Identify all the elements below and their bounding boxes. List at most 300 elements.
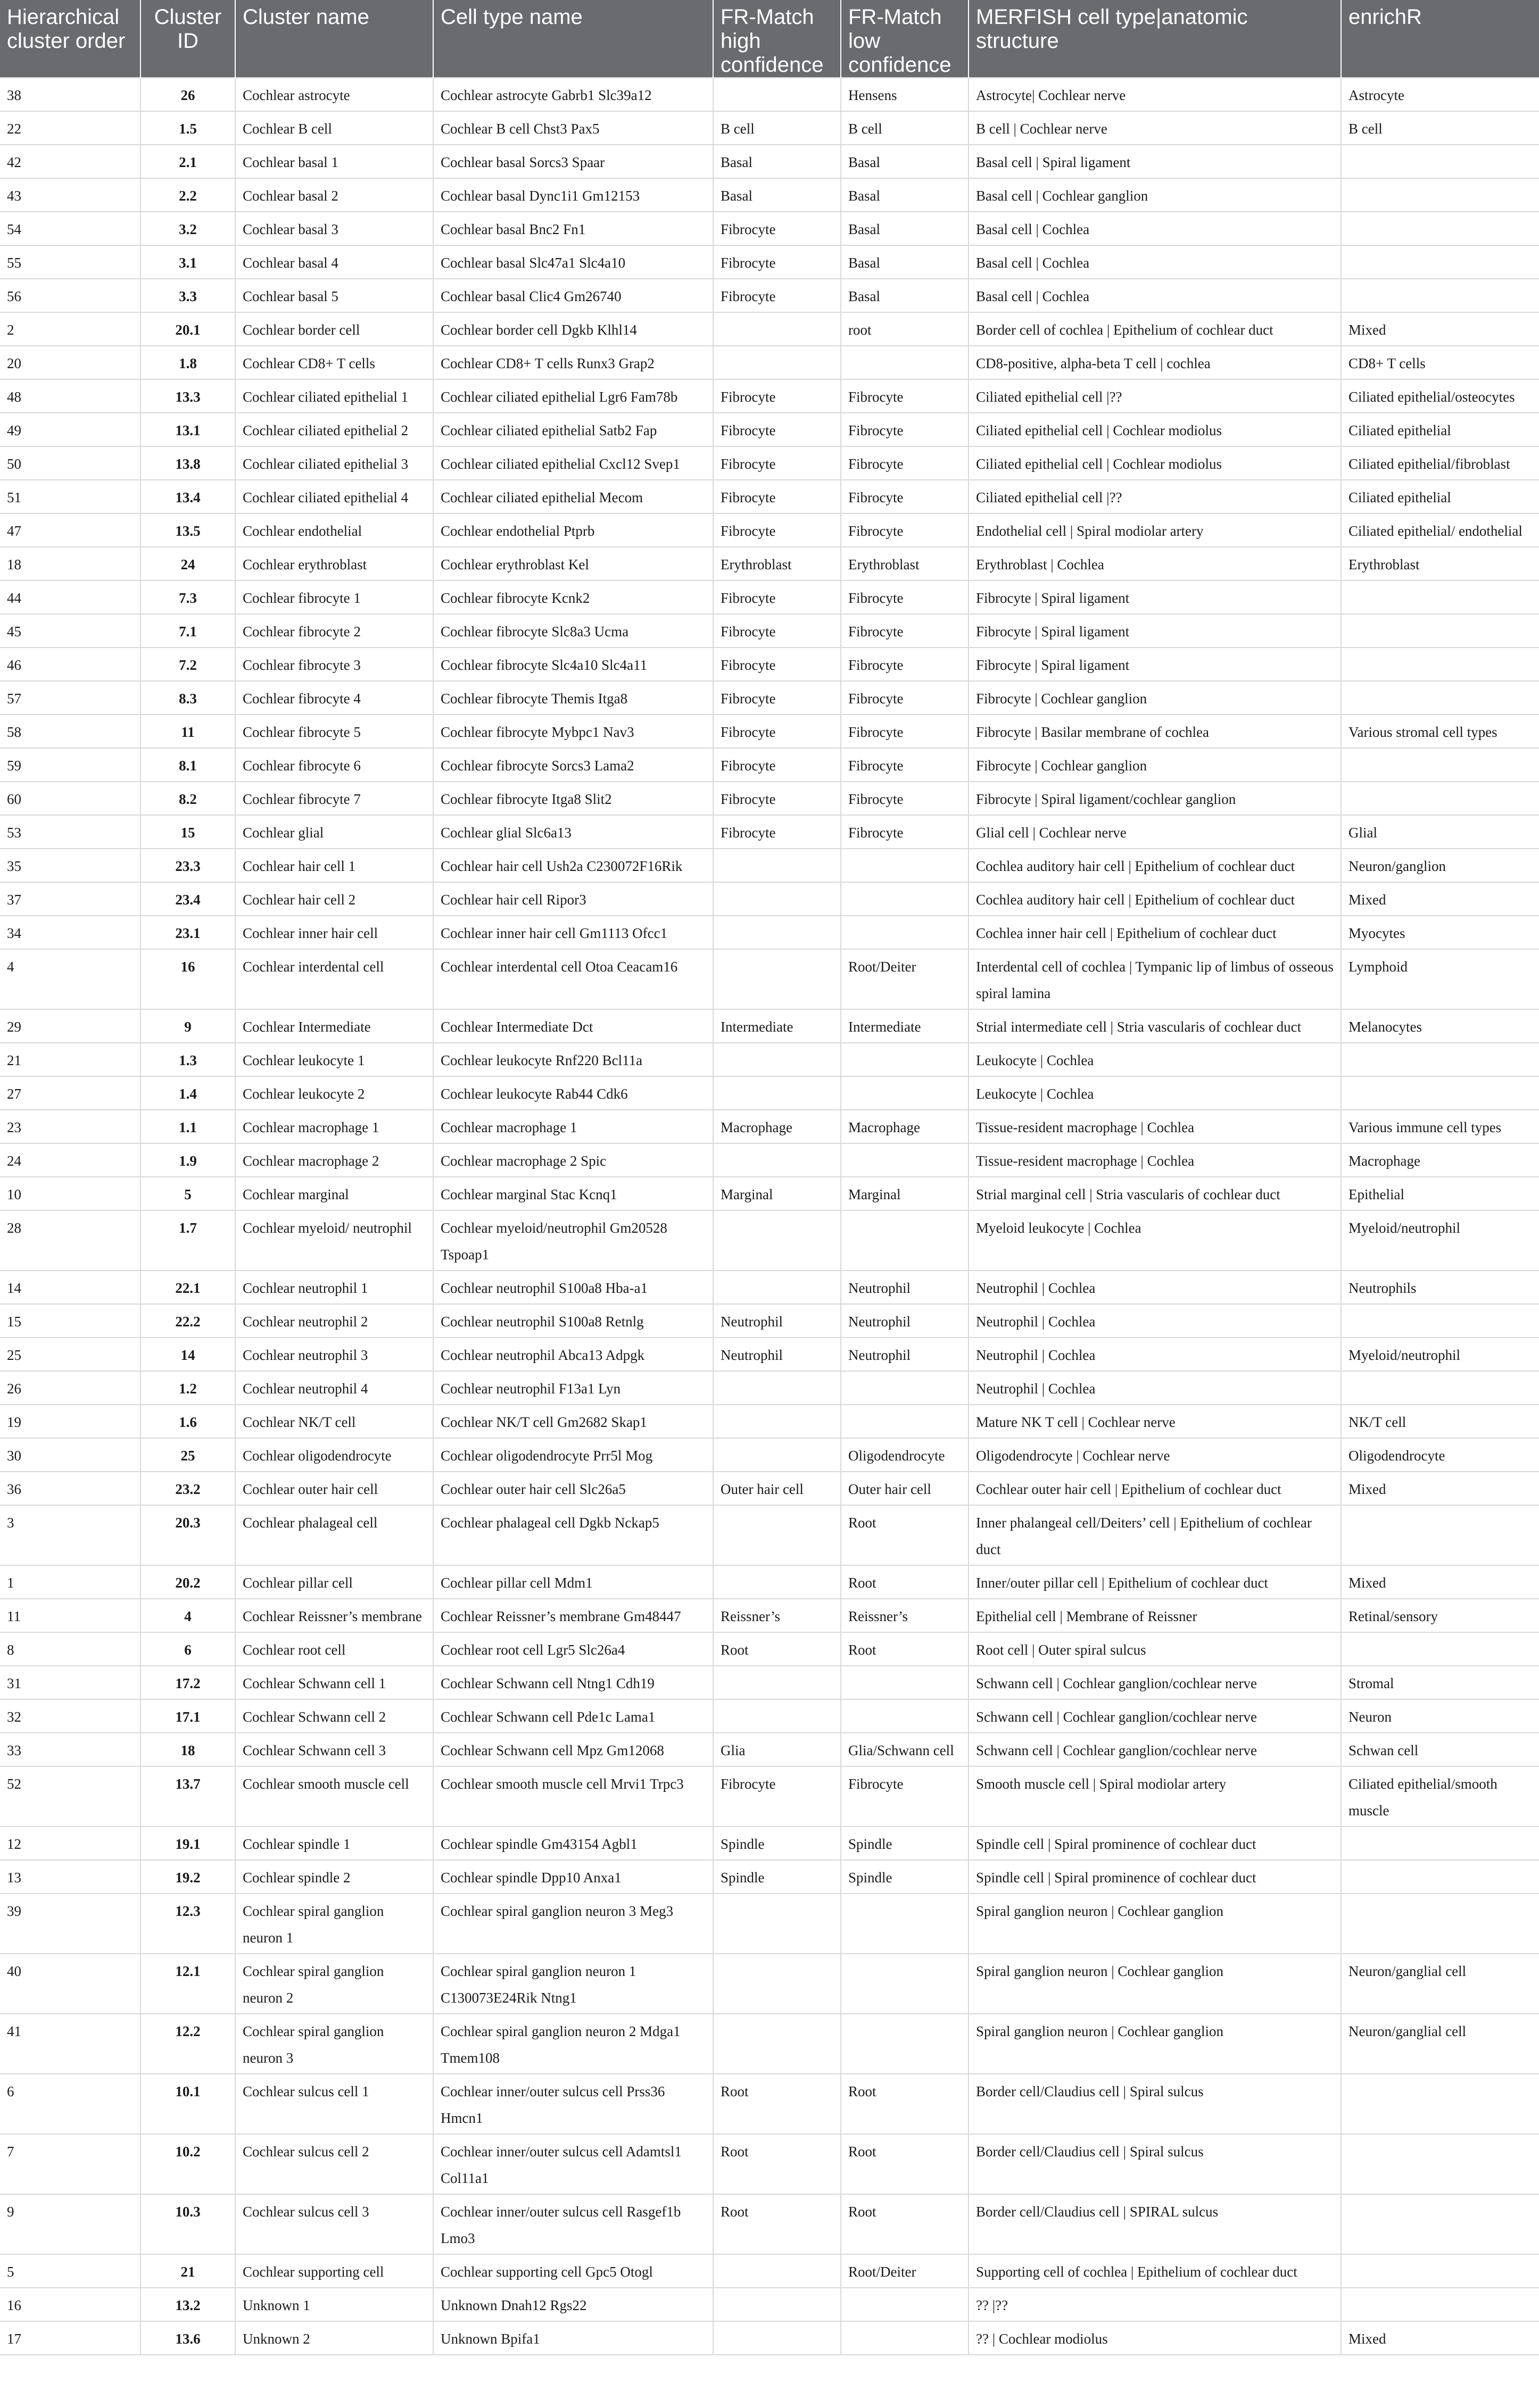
- order-cell: 40: [0, 1954, 140, 2014]
- cluster-id-cell: 1.1: [140, 1110, 235, 1143]
- cluster-id-cell: 1.7: [140, 1210, 235, 1271]
- merfish-cell: Border cell/Claudius cell | Spiral sulcus: [969, 2074, 1341, 2134]
- frmatch-high-cell: Fibrocyte: [713, 580, 841, 614]
- frmatch-high-cell: Fibrocyte: [713, 782, 841, 815]
- order-cell: 32: [0, 1699, 140, 1733]
- cluster-id-cell: 21: [140, 2254, 235, 2288]
- cell-type-name-cell: Cochlear Intermediate Dct: [433, 1009, 713, 1043]
- order-cell: 58: [0, 715, 140, 748]
- cluster-id-cell: 8.3: [140, 681, 235, 715]
- order-cell: 27: [0, 1076, 140, 1110]
- merfish-cell: Inner phalangeal cell/Deiters’ cell | Epithelium of cochlear duct: [969, 1505, 1341, 1565]
- frmatch-low-cell: Fibrocyte: [841, 446, 969, 480]
- enrichr-cell: [1341, 2254, 1539, 2288]
- cluster-id-cell: 7.2: [140, 647, 235, 681]
- frmatch-high-cell: Macrophage: [713, 1110, 841, 1143]
- cell-type-name-cell: Cochlear smooth muscle cell Mrvi1 Trpc3: [433, 1766, 713, 1826]
- cluster-id-cell: 1.3: [140, 1043, 235, 1076]
- frmatch-low-cell: [841, 916, 969, 949]
- table-row: [0, 346, 1539, 379]
- col-header-cluster-id: Cluster ID: [140, 0, 235, 78]
- frmatch-low-cell: [841, 1405, 969, 1438]
- frmatch-low-cell: Marginal: [841, 1177, 969, 1210]
- enrichr-cell: Macrophage: [1341, 1143, 1539, 1177]
- enrichr-cell: [1341, 580, 1539, 614]
- frmatch-low-cell: Basal: [841, 178, 969, 212]
- order-cell: 35: [0, 849, 140, 882]
- merfish-cell: B cell | Cochlear nerve: [969, 111, 1341, 145]
- enrichr-cell: [1341, 2194, 1539, 2254]
- enrichr-cell: [1341, 1632, 1539, 1666]
- frmatch-low-cell: Root: [841, 1565, 969, 1599]
- merfish-cell: Cochlea auditory hair cell | Epithelium of cochlear duct: [969, 882, 1341, 916]
- cluster-id-cell: 13.2: [140, 2288, 235, 2321]
- table-row: [0, 1177, 1539, 1210]
- cluster-name-cell: Cochlear phalageal cell: [235, 1505, 433, 1565]
- cell-type-name-cell: Cochlear macrophage 2 Spic: [433, 1143, 713, 1177]
- cluster-id-cell: 3.2: [140, 212, 235, 245]
- cell-type-name-cell: Cochlear Reissner’s membrane Gm48447: [433, 1599, 713, 1632]
- cluster-id-cell: 16: [140, 949, 235, 1009]
- cluster-id-cell: 20.2: [140, 1565, 235, 1599]
- cluster-id-cell: 1.4: [140, 1076, 235, 1110]
- enrichr-cell: Neutrophils: [1341, 1271, 1539, 1304]
- merfish-cell: ?? |??: [969, 2288, 1341, 2321]
- table-row: [0, 1009, 1539, 1043]
- enrichr-cell: Glial: [1341, 815, 1539, 849]
- frmatch-high-cell: [713, 1043, 841, 1076]
- frmatch-low-cell: [841, 346, 969, 379]
- order-cell: 48: [0, 379, 140, 413]
- frmatch-high-cell: Neutrophil: [713, 1338, 841, 1371]
- merfish-cell: Fibrocyte | Cochlear ganglion: [969, 681, 1341, 715]
- merfish-cell: Cochlea inner hair cell | Epithelium of cochlear duct: [969, 916, 1341, 949]
- cell-type-name-cell: Cochlear fibrocyte Slc4a10 Slc4a11: [433, 647, 713, 681]
- cluster-name-cell: Cochlear fibrocyte 4: [235, 681, 433, 715]
- col-header-hierarchical-order: Hierarchical cluster order: [7, 5, 126, 53]
- order-cell: 26: [0, 1371, 140, 1405]
- frmatch-high-cell: [713, 1666, 841, 1699]
- frmatch-high-cell: [713, 1371, 841, 1405]
- order-cell: 43: [0, 178, 140, 212]
- order-cell: 8: [0, 1632, 140, 1666]
- table-row: [0, 580, 1539, 614]
- cluster-name-cell: Cochlear leukocyte 1: [235, 1043, 433, 1076]
- table-row: [0, 145, 1539, 178]
- cluster-name-cell: Cochlear erythroblast: [235, 547, 433, 580]
- cluster-id-cell: 12.3: [140, 1894, 235, 1954]
- frmatch-high-cell: Fibrocyte: [713, 413, 841, 446]
- enrichr-cell: [1341, 279, 1539, 312]
- frmatch-low-cell: [841, 1143, 969, 1177]
- order-cell: 46: [0, 647, 140, 681]
- frmatch-high-cell: [713, 1699, 841, 1733]
- merfish-cell: Fibrocyte | Spiral ligament/cochlear ganglion: [969, 782, 1341, 815]
- order-cell: 6: [0, 2074, 140, 2134]
- order-cell: 5: [0, 2254, 140, 2288]
- frmatch-low-cell: Root: [841, 2134, 969, 2194]
- frmatch-low-cell: Fibrocyte: [841, 379, 969, 413]
- frmatch-high-cell: Spindle: [713, 1860, 841, 1894]
- enrichr-cell: [1341, 2288, 1539, 2321]
- table-row: [0, 715, 1539, 748]
- enrichr-cell: [1341, 178, 1539, 212]
- table-row: [0, 916, 1539, 949]
- enrichr-cell: Ciliated epithelial/smooth muscle: [1341, 1766, 1539, 1826]
- merfish-cell: Smooth muscle cell | Spiral modiolar artery: [969, 1766, 1341, 1826]
- cluster-id-cell: 22.2: [140, 1304, 235, 1338]
- table-row: [0, 2134, 1539, 2194]
- cell-type-name-cell: Cochlear Schwann cell Ntng1 Cdh19: [433, 1666, 713, 1699]
- frmatch-high-cell: Intermediate: [713, 1009, 841, 1043]
- table-row: [0, 2288, 1539, 2321]
- enrichr-cell: [1341, 1826, 1539, 1860]
- order-cell: 1: [0, 1565, 140, 1599]
- frmatch-high-cell: Outer hair cell: [713, 1472, 841, 1505]
- cluster-name-cell: Unknown 2: [235, 2321, 433, 2355]
- merfish-cell: Tissue-resident macrophage | Cochlea: [969, 1143, 1341, 1177]
- merfish-cell: Cochlear outer hair cell | Epithelium of cochlear duct: [969, 1472, 1341, 1505]
- cell-type-name-cell: Cochlear basal Dync1i1 Gm12153: [433, 178, 713, 212]
- frmatch-high-cell: [713, 1076, 841, 1110]
- order-cell: 31: [0, 1666, 140, 1699]
- frmatch-low-cell: Basal: [841, 245, 969, 279]
- cell-type-name-cell: Cochlear CD8+ T cells Runx3 Grap2: [433, 346, 713, 379]
- table-row: [0, 413, 1539, 446]
- frmatch-high-cell: [713, 312, 841, 346]
- frmatch-low-cell: [841, 1210, 969, 1271]
- cluster-id-cell: 12.2: [140, 2014, 235, 2074]
- frmatch-low-cell: Macrophage: [841, 1110, 969, 1143]
- frmatch-high-cell: [713, 2321, 841, 2355]
- table-row: [0, 1271, 1539, 1304]
- frmatch-low-cell: Neutrophil: [841, 1271, 969, 1304]
- cell-type-name-cell: Cochlear fibrocyte Slc8a3 Ucma: [433, 614, 713, 647]
- frmatch-high-cell: Reissner’s: [713, 1599, 841, 1632]
- cell-type-name-cell: Cochlear spiral ganglion neuron 2 Mdga1 Tmem108: [433, 2014, 713, 2074]
- merfish-cell: Spiral ganglion neuron | Cochlear ganglion: [969, 1954, 1341, 2014]
- cell-type-name-cell: Cochlear astrocyte Gabrb1 Slc39a12: [433, 78, 713, 111]
- order-cell: 57: [0, 681, 140, 715]
- cluster-name-cell: Cochlear myeloid/ neutrophil: [235, 1210, 433, 1271]
- order-cell: 12: [0, 1826, 140, 1860]
- frmatch-high-cell: Fibrocyte: [713, 480, 841, 513]
- merfish-cell: Oligodendrocyte | Cochlear nerve: [969, 1438, 1341, 1472]
- cell-type-name-cell: Cochlear inner/outer sulcus cell Prss36 Hmcn1: [433, 2074, 713, 2134]
- cell-type-name-cell: Cochlear inner hair cell Gm1113 Ofcc1: [433, 916, 713, 949]
- cell-type-name-cell: Cochlear basal Bnc2 Fn1: [433, 212, 713, 245]
- enrichr-cell: Myeloid/neutrophil: [1341, 1210, 1539, 1271]
- enrichr-cell: Neuron/ganglial cell: [1341, 2014, 1539, 2074]
- merfish-cell: Schwann cell | Cochlear ganglion/cochlear nerve: [969, 1666, 1341, 1699]
- table-row: [0, 949, 1539, 1009]
- order-cell: 20: [0, 346, 140, 379]
- frmatch-low-cell: Root: [841, 2194, 969, 2254]
- cluster-name-cell: Cochlear hair cell 2: [235, 882, 433, 916]
- cluster-name-cell: Cochlear B cell: [235, 111, 433, 145]
- cluster-name-cell: Cochlear root cell: [235, 1632, 433, 1666]
- cluster-name-cell: Cochlear astrocyte: [235, 78, 433, 111]
- cluster-id-cell: 24: [140, 547, 235, 580]
- frmatch-high-cell: Marginal: [713, 1177, 841, 1210]
- order-cell: 29: [0, 1009, 140, 1043]
- merfish-cell: Ciliated epithelial cell |??: [969, 480, 1341, 513]
- frmatch-low-cell: Fibrocyte: [841, 815, 969, 849]
- merfish-cell: Astrocyte| Cochlear nerve: [969, 78, 1341, 111]
- table-row: [0, 1860, 1539, 1894]
- frmatch-low-cell: Fibrocyte: [841, 513, 969, 547]
- frmatch-high-cell: Neutrophil: [713, 1304, 841, 1338]
- enrichr-cell: Oligodendrocyte: [1341, 1438, 1539, 1472]
- frmatch-high-cell: [713, 1210, 841, 1271]
- cluster-id-cell: 6: [140, 1632, 235, 1666]
- order-cell: 42: [0, 145, 140, 178]
- enrichr-cell: [1341, 1043, 1539, 1076]
- cell-type-name-cell: Cochlear neutrophil S100a8 Retnlg: [433, 1304, 713, 1338]
- cell-type-name-cell: Cochlear basal Slc47a1 Slc4a10: [433, 245, 713, 279]
- cluster-name-cell: Cochlear spiral ganglion neuron 1: [235, 1894, 433, 1954]
- frmatch-low-cell: Fibrocyte: [841, 681, 969, 715]
- cluster-name-cell: Cochlear pillar cell: [235, 1565, 433, 1599]
- cluster-id-cell: 17.2: [140, 1666, 235, 1699]
- cluster-id-cell: 10.2: [140, 2134, 235, 2194]
- merfish-cell: Border cell/Claudius cell | Spiral sulcus: [969, 2134, 1341, 2194]
- table-row: [0, 1472, 1539, 1505]
- order-cell: 52: [0, 1766, 140, 1826]
- table-row: [0, 681, 1539, 715]
- cluster-name-cell: Cochlear glial: [235, 815, 433, 849]
- table-row: [0, 1505, 1539, 1565]
- merfish-cell: Ciliated epithelial cell | Cochlear modiolus: [969, 413, 1341, 446]
- cluster-name-cell: Cochlear basal 3: [235, 212, 433, 245]
- cluster-name-cell: Cochlear oligodendrocyte: [235, 1438, 433, 1472]
- order-cell: 10: [0, 1177, 140, 1210]
- frmatch-low-cell: Intermediate: [841, 1009, 969, 1043]
- cluster-name-cell: Cochlear spiral ganglion neuron 2: [235, 1954, 433, 2014]
- cluster-id-cell: 19.1: [140, 1826, 235, 1860]
- merfish-cell: Fibrocyte | Cochlear ganglion: [969, 748, 1341, 782]
- order-cell: 33: [0, 1733, 140, 1766]
- merfish-cell: Tissue-resident macrophage | Cochlea: [969, 1110, 1341, 1143]
- enrichr-cell: Schwan cell: [1341, 1733, 1539, 1766]
- frmatch-high-cell: [713, 2254, 841, 2288]
- table-row: [0, 1076, 1539, 1110]
- order-cell: 54: [0, 212, 140, 245]
- frmatch-low-cell: Neutrophil: [841, 1338, 969, 1371]
- cluster-id-cell: 13.5: [140, 513, 235, 547]
- col-header-cell-type-name: Cell type name: [433, 0, 713, 78]
- cell-type-name-cell: Cochlear inner/outer sulcus cell Rasgef1b Lmo3: [433, 2194, 713, 2254]
- frmatch-high-cell: Fibrocyte: [713, 245, 841, 279]
- merfish-cell: Neutrophil | Cochlea: [969, 1304, 1341, 1338]
- merfish-cell: Border cell/Claudius cell | SPIRAL sulcus: [969, 2194, 1341, 2254]
- order-cell: 36: [0, 1472, 140, 1505]
- order-cell: 34: [0, 916, 140, 949]
- enrichr-cell: Epithelial: [1341, 1177, 1539, 1210]
- cell-type-name-cell: Cochlear B cell Chst3 Pax5: [433, 111, 713, 145]
- cluster-name-cell: Cochlear neutrophil 3: [235, 1338, 433, 1371]
- cluster-id-cell: 17.1: [140, 1699, 235, 1733]
- enrichr-cell: Lymphoid: [1341, 949, 1539, 1009]
- table-row: [0, 614, 1539, 647]
- enrichr-cell: [1341, 1371, 1539, 1405]
- merfish-cell: Supporting cell of cochlea | Epithelium of cochlear duct: [969, 2254, 1341, 2288]
- cluster-id-cell: 1.5: [140, 111, 235, 145]
- order-cell: 53: [0, 815, 140, 849]
- enrichr-cell: Mixed: [1341, 312, 1539, 346]
- frmatch-high-cell: [713, 1954, 841, 2014]
- cluster-id-cell: 22.1: [140, 1271, 235, 1304]
- cell-type-name-cell: Cochlear macrophage 1: [433, 1110, 713, 1143]
- enrichr-cell: [1341, 212, 1539, 245]
- frmatch-high-cell: B cell: [713, 111, 841, 145]
- cluster-id-cell: 2.2: [140, 178, 235, 212]
- table-row: [0, 1405, 1539, 1438]
- frmatch-high-cell: Fibrocyte: [713, 748, 841, 782]
- cluster-id-cell: 13.8: [140, 446, 235, 480]
- cell-type-name-cell: Cochlear oligodendrocyte Prr5l Mog: [433, 1438, 713, 1472]
- order-cell: 15: [0, 1304, 140, 1338]
- cluster-id-cell: 3.1: [140, 245, 235, 279]
- enrichr-cell: Neuron/ganglial cell: [1341, 1954, 1539, 2014]
- cluster-id-cell: 23.1: [140, 916, 235, 949]
- cluster-name-cell: Cochlear sulcus cell 3: [235, 2194, 433, 2254]
- frmatch-low-cell: B cell: [841, 111, 969, 145]
- cluster-name-cell: Cochlear fibrocyte 1: [235, 580, 433, 614]
- frmatch-high-cell: Root: [713, 2134, 841, 2194]
- cluster-name-cell: Cochlear ciliated epithelial 3: [235, 446, 433, 480]
- table-row: [0, 212, 1539, 245]
- merfish-cell: Ciliated epithelial cell |??: [969, 379, 1341, 413]
- cluster-name-cell: Unknown 1: [235, 2288, 433, 2321]
- cell-type-name-cell: Cochlear fibrocyte Mybpc1 Nav3: [433, 715, 713, 748]
- cluster-name-cell: Cochlear fibrocyte 2: [235, 614, 433, 647]
- frmatch-low-cell: Fibrocyte: [841, 480, 969, 513]
- frmatch-low-cell: Erythroblast: [841, 547, 969, 580]
- merfish-cell: Fibrocyte | Spiral ligament: [969, 647, 1341, 681]
- cell-type-name-cell: Cochlear phalageal cell Dgkb Nckap5: [433, 1505, 713, 1565]
- frmatch-high-cell: [713, 1894, 841, 1954]
- table-row: [0, 849, 1539, 882]
- merfish-cell: Cochlea auditory hair cell | Epithelium of cochlear duct: [969, 849, 1341, 882]
- cell-type-name-cell: Cochlear ciliated epithelial Cxcl12 Svep1: [433, 446, 713, 480]
- table-row: [0, 178, 1539, 212]
- merfish-cell: Inner/outer pillar cell | Epithelium of cochlear duct: [969, 1565, 1341, 1599]
- table-body: [0, 78, 1539, 2355]
- order-cell: 56: [0, 279, 140, 312]
- table-row: [0, 78, 1539, 111]
- frmatch-low-cell: Reissner’s: [841, 1599, 969, 1632]
- order-cell: 19: [0, 1405, 140, 1438]
- cluster-id-cell: 7.1: [140, 614, 235, 647]
- cell-type-name-cell: Cochlear Schwann cell Mpz Gm12068: [433, 1733, 713, 1766]
- frmatch-high-cell: [713, 1405, 841, 1438]
- cluster-name-cell: Cochlear fibrocyte 7: [235, 782, 433, 815]
- frmatch-low-cell: Fibrocyte: [841, 614, 969, 647]
- frmatch-low-cell: [841, 1371, 969, 1405]
- cluster-id-cell: 13.3: [140, 379, 235, 413]
- frmatch-low-cell: Spindle: [841, 1826, 969, 1860]
- merfish-cell: Fibrocyte | Basilar membrane of cochlea: [969, 715, 1341, 748]
- cluster-id-cell: 13.6: [140, 2321, 235, 2355]
- cell-type-name-cell: Cochlear ciliated epithelial Satb2 Fap: [433, 413, 713, 446]
- order-cell: 30: [0, 1438, 140, 1472]
- table-row: [0, 748, 1539, 782]
- cluster-name-cell: Cochlear ciliated epithelial 1: [235, 379, 433, 413]
- enrichr-cell: Myocytes: [1341, 916, 1539, 949]
- cluster-id-cell: 25: [140, 1438, 235, 1472]
- cluster-name-cell: Cochlear spiral ganglion neuron 3: [235, 2014, 433, 2074]
- table-row: [0, 513, 1539, 547]
- cluster-name-cell: Cochlear Schwann cell 3: [235, 1733, 433, 1766]
- enrichr-cell: [1341, 1860, 1539, 1894]
- cluster-name-cell: Cochlear neutrophil 4: [235, 1371, 433, 1405]
- enrichr-cell: [1341, 681, 1539, 715]
- col-header-frmatch-low: FR-Match low confidence: [841, 0, 969, 78]
- frmatch-high-cell: Basal: [713, 178, 841, 212]
- cluster-name-cell: Cochlear inner hair cell: [235, 916, 433, 949]
- cluster-id-cell: 1.2: [140, 1371, 235, 1405]
- cell-type-name-cell: Cochlear spindle Gm43154 Agbl1: [433, 1826, 713, 1860]
- cluster-id-cell: 9: [140, 1009, 235, 1043]
- frmatch-high-cell: Fibrocyte: [713, 446, 841, 480]
- frmatch-high-cell: [713, 1438, 841, 1472]
- order-cell: 45: [0, 614, 140, 647]
- cluster-id-cell: 11: [140, 715, 235, 748]
- frmatch-high-cell: [713, 2288, 841, 2321]
- cluster-name-cell: Cochlear hair cell 1: [235, 849, 433, 882]
- merfish-cell: ?? | Cochlear modiolus: [969, 2321, 1341, 2355]
- frmatch-low-cell: Root/Deiter: [841, 949, 969, 1009]
- frmatch-low-cell: Fibrocyte: [841, 580, 969, 614]
- cell-type-name-cell: Cochlear ciliated epithelial Mecom: [433, 480, 713, 513]
- cell-type-name-cell: Cochlear spindle Dpp10 Anxa1: [433, 1860, 713, 1894]
- cluster-name-cell: Cochlear fibrocyte 6: [235, 748, 433, 782]
- merfish-cell: Epithelial cell | Membrane of Reissner: [969, 1599, 1341, 1632]
- cluster-name-cell: Cochlear NK/T cell: [235, 1405, 433, 1438]
- frmatch-high-cell: Erythroblast: [713, 547, 841, 580]
- cluster-name-cell: Cochlear ciliated epithelial 2: [235, 413, 433, 446]
- enrichr-cell: [1341, 1304, 1539, 1338]
- frmatch-high-cell: Spindle: [713, 1826, 841, 1860]
- cluster-name-cell: Cochlear macrophage 1: [235, 1110, 433, 1143]
- cluster-name-cell: Cochlear Schwann cell 1: [235, 1666, 433, 1699]
- enrichr-cell: Various stromal cell types: [1341, 715, 1539, 748]
- frmatch-high-cell: Fibrocyte: [713, 715, 841, 748]
- enrichr-cell: [1341, 647, 1539, 681]
- cluster-id-cell: 23.3: [140, 849, 235, 882]
- order-cell: 11: [0, 1599, 140, 1632]
- frmatch-low-cell: Fibrocyte: [841, 715, 969, 748]
- cluster-name-cell: Cochlear CD8+ T cells: [235, 346, 433, 379]
- enrichr-cell: NK/T cell: [1341, 1405, 1539, 1438]
- table-row: [0, 815, 1539, 849]
- cell-type-name-cell: Cochlear NK/T cell Gm2682 Skap1: [433, 1405, 713, 1438]
- frmatch-low-cell: Basal: [841, 212, 969, 245]
- frmatch-high-cell: Root: [713, 2194, 841, 2254]
- merfish-cell: Neutrophil | Cochlea: [969, 1371, 1341, 1405]
- enrichr-cell: Retinal/sensory: [1341, 1599, 1539, 1632]
- order-cell: 2: [0, 312, 140, 346]
- merfish-cell: Border cell of cochlea | Epithelium of cochlear duct: [969, 312, 1341, 346]
- order-cell: 38: [0, 78, 140, 111]
- table-row: [0, 245, 1539, 279]
- order-cell: 22: [0, 111, 140, 145]
- frmatch-low-cell: [841, 1043, 969, 1076]
- cluster-id-cell: 8.1: [140, 748, 235, 782]
- order-cell: 60: [0, 782, 140, 815]
- order-cell: 51: [0, 480, 140, 513]
